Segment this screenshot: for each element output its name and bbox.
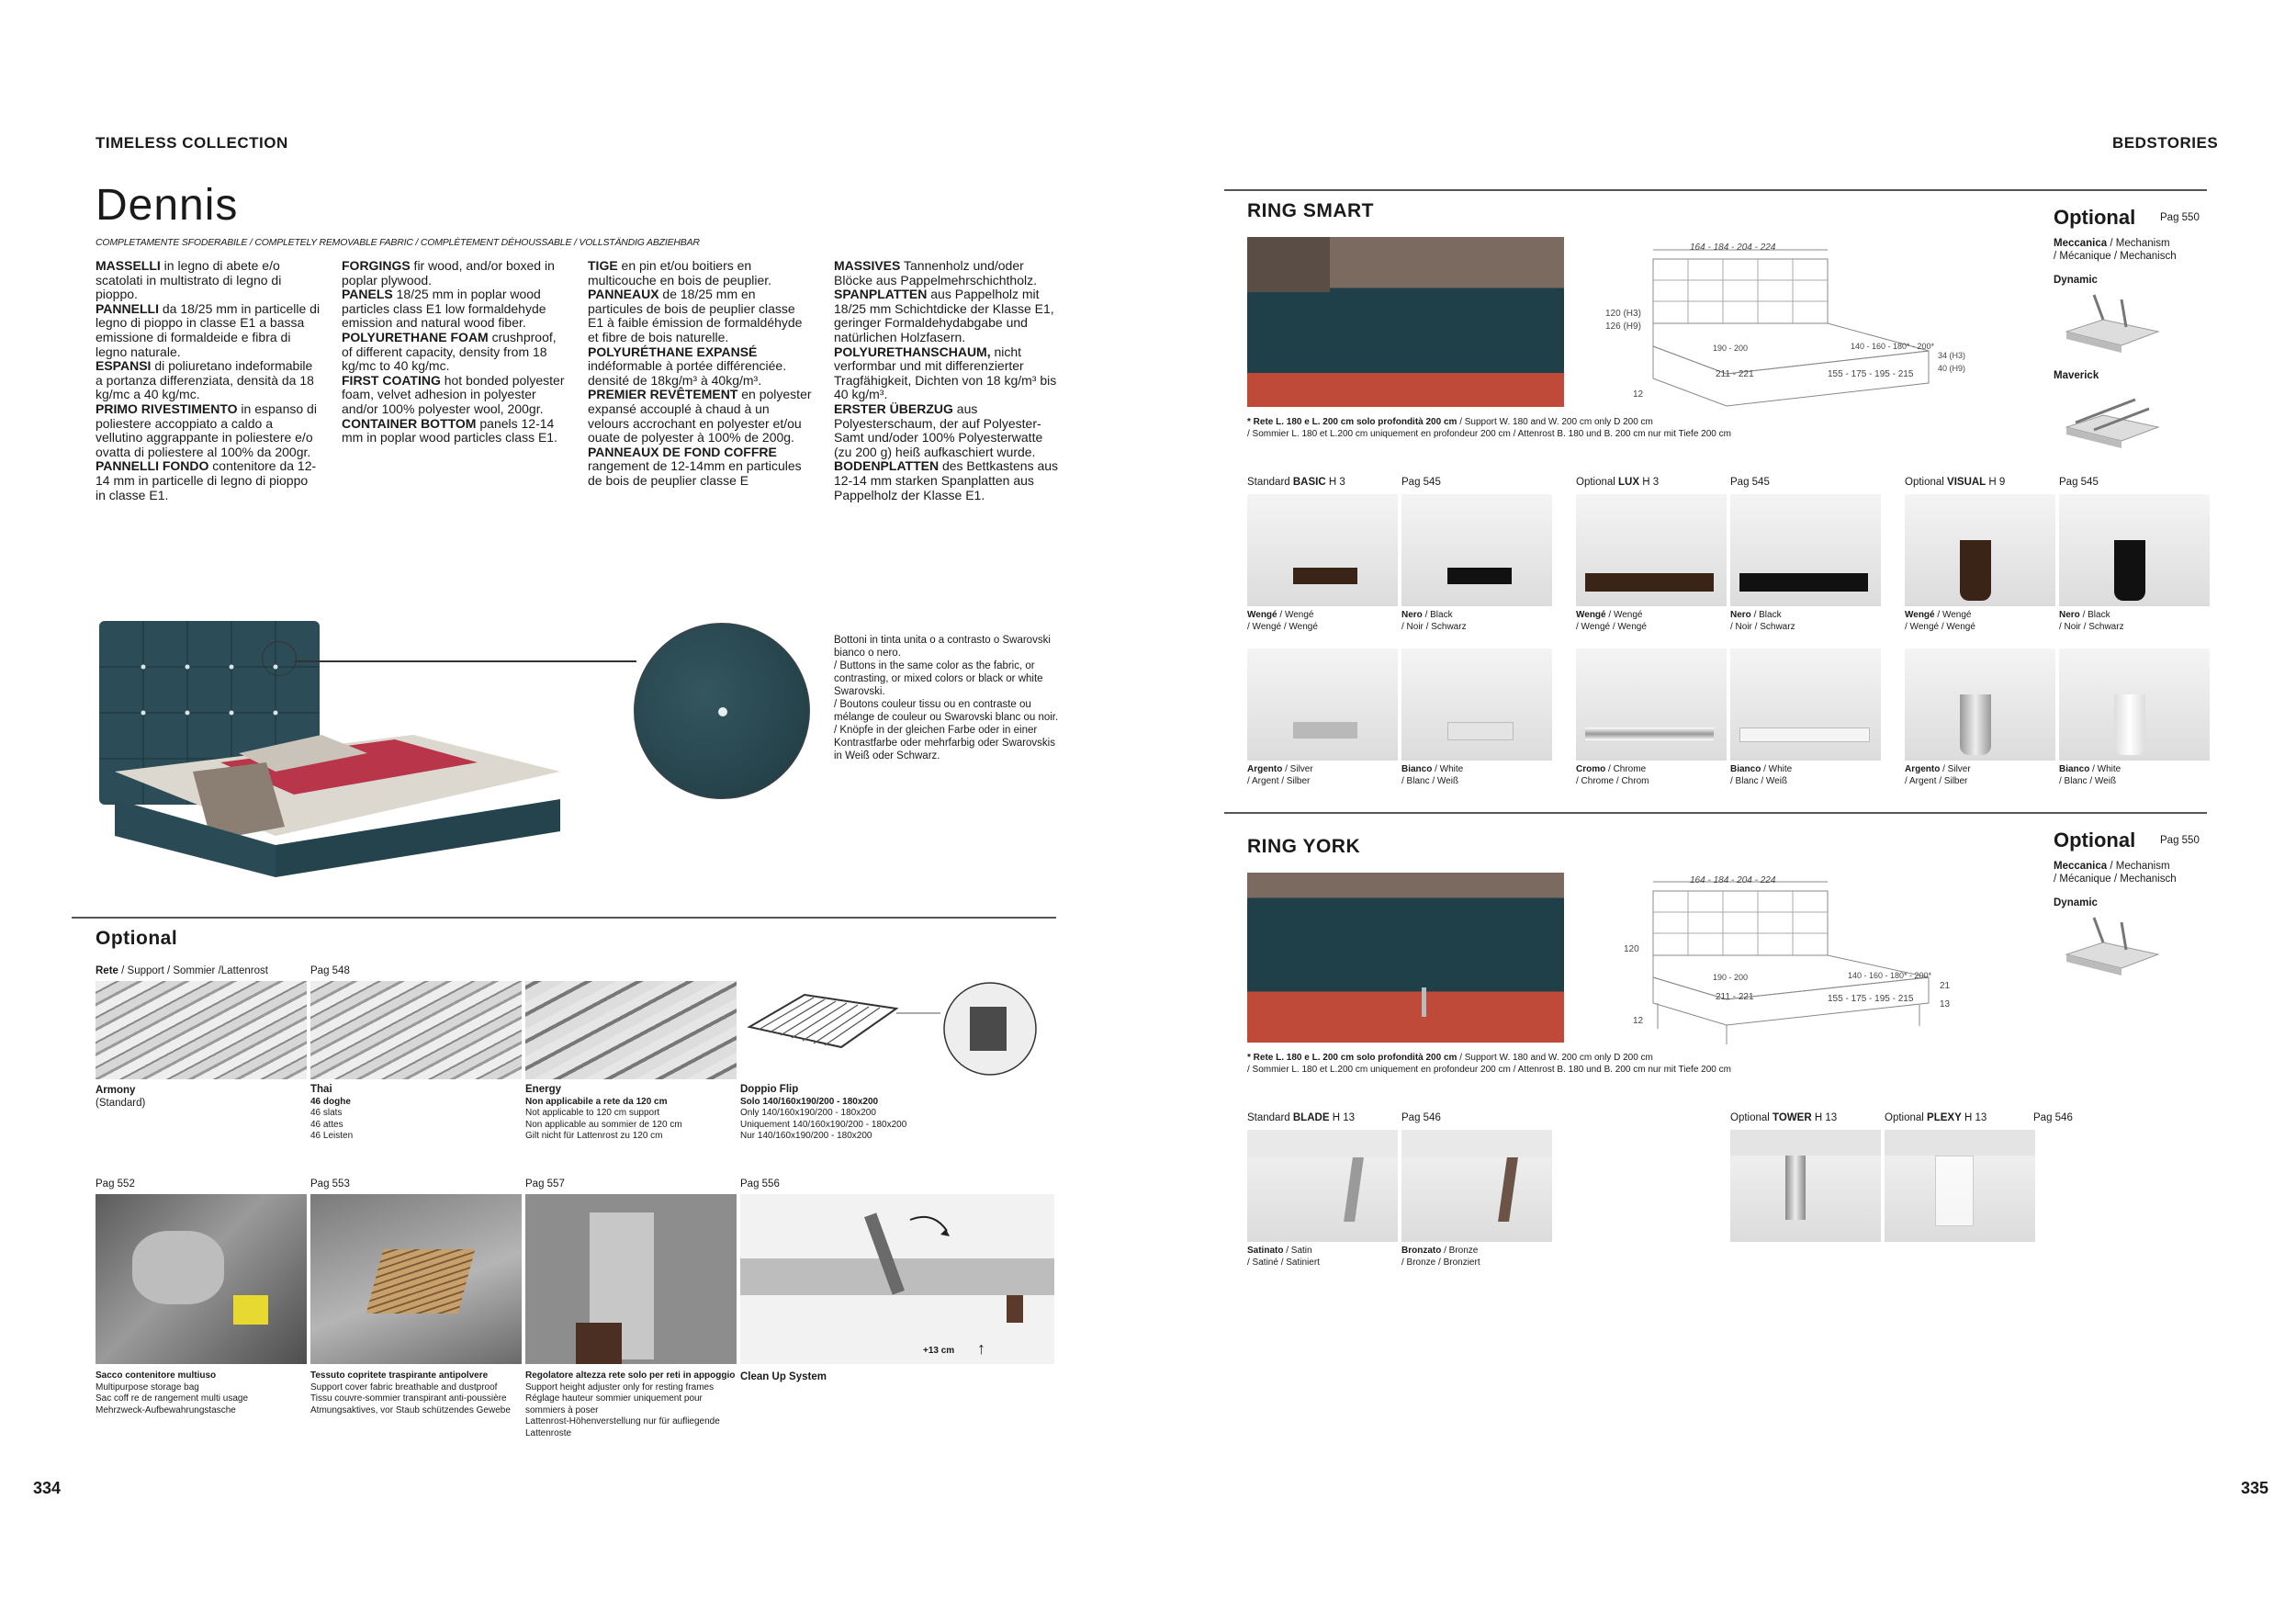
basic-silver-foot-image [1247, 648, 1398, 761]
description-text: hot bonded polyester foam, velvet adhesion in polyester and/or 100% polyester wool, 200gr. [342, 372, 565, 416]
lux-chrome-foot-image [1576, 648, 1727, 761]
thai-slats-image [310, 981, 522, 1079]
ring-smart-title: RING SMART [1247, 200, 1374, 221]
description-paragraph [96, 402, 321, 459]
description-keyword: PANNEAUX DE FOND COFFRE [588, 444, 777, 459]
clean-up-caption: Clean Up System [740, 1371, 827, 1382]
zoom-leader-line [295, 660, 636, 662]
description-keyword: ESPANSI [96, 358, 152, 374]
description-keyword: POLYURETHANSCHAUM, [834, 344, 991, 359]
rete-label: Rete / Support / Sommier /Lattenrost [96, 965, 268, 976]
storage-bag-caption: Sacco contenitore multiuso Multipurpose storage bag Sac coff re de rangement multi usage Mehrzweck-Aufbewahrungstasche [96, 1370, 249, 1415]
collection-header: TIMELESS COLLECTION [96, 134, 288, 152]
finish-caption: Nero / Black / Noir / Schwarz [1730, 610, 1795, 632]
dim-g: 12 [1633, 1016, 1644, 1026]
ring-york-note: * Rete L. 180 e L. 200 cm solo profondità 200 cm / Support W. 180 and W. 200 cm only D 200 cm / Sommier L. 180 et L.200 cm uniquement en profondeur 200 cm / Attenrost B. 180 und B. 200 cm nur mit Tiefe 200 cm [1247, 1053, 1731, 1075]
doppio-flip-caption: Doppio Flip Solo 140/160x190/200 - 180x200 Only 140/160x190/200 - 180x200 Uniquement 140/160x190/200 - 180x200 Nur 140/160x190/200 - 180x200 [740, 1084, 907, 1141]
foot-basic-pag: Pag 545 [1401, 477, 1441, 488]
dim-d2: 211 - 221 [1716, 992, 1754, 1002]
description-paragraph [96, 359, 321, 402]
dim-h1: 120 [1624, 944, 1639, 954]
finish-caption: Argento / Silver / Argent / Silber [1905, 764, 1971, 786]
dim-d1: 190 - 200 [1713, 344, 1749, 353]
description-paragraph [834, 288, 1059, 344]
finish-caption: Bronzato / Bronze / Bronze / Bronziert [1401, 1246, 1480, 1268]
description-text: en pin et/ou boitiers en multicouche en bois de peuplier. [588, 258, 772, 288]
description-english [342, 259, 567, 445]
description-text: aus Polyesterschaum, der auf Polyester-Samt und/oder 100% Polyesterwatte (zu 200 g) heiß aufkaschiert wurde. [834, 400, 1043, 459]
description-paragraph [588, 345, 813, 389]
dim-d1: 190 - 200 [1713, 973, 1749, 982]
foot-visual-label: Optional VISUAL H 9 [1905, 477, 2006, 488]
dust-cover-image [310, 1194, 522, 1364]
description-paragraph [834, 259, 1059, 288]
dennis-bed-photo [92, 615, 569, 882]
energy-slats-image [525, 981, 737, 1079]
dim-f2: 40 (H9) [1938, 364, 1966, 373]
description-paragraph [342, 288, 567, 331]
basic-black-foot-image [1401, 494, 1552, 606]
maverick-mechanism-image [2057, 386, 2166, 450]
accessory-page-ref: Pag 553 [310, 1179, 350, 1190]
button-note: Bottoni in tinta unita o a contrasto o Swarovski bianco o nero. / Buttons in the same color as the fabric, or contrasting, or mixed colors or black or white Swarovski. / Boutons couleur tissu ou en contraste ou mélange de couleur ou Swarovski blanc ou noir. / Knöpfe in der gleichen Farbe oder in einer Kontrastfarbe oder mehrfarbig oder Swarovskis in Weiß oder Schwarz. [834, 635, 1059, 761]
finish-caption: Bianco / White / Blanc / Weiß [1401, 764, 1464, 786]
tower-foot-image [1730, 1130, 1881, 1242]
description-keyword: FORGINGS [342, 258, 411, 273]
arrow-up-icon: ↑ [977, 1339, 985, 1358]
description-paragraph [588, 445, 813, 489]
description-text: nicht verformbar und mit differenzierter Tragfähigkeit, Dichten von 18 kg/m³ bis 40 kg/m³. [834, 344, 1057, 402]
basic-white-foot-image [1401, 648, 1552, 761]
energy-caption: Energy Non applicabile a rete da 120 cm Not applicable to 120 cm support Non applicable au sommier de 120 cm Gilt nicht für Lattenrost zu 120 cm [525, 1084, 682, 1141]
section-divider [72, 917, 1056, 919]
finish-caption: Bianco / White / Blanc / Weiß [2059, 764, 2122, 786]
description-keyword: PREMIER REVÊTEMENT [588, 387, 738, 402]
doppio-flip-image [740, 981, 1054, 1079]
dynamic-mechanism-image [2057, 913, 2166, 977]
finish-caption: Wengé / Wengé / Wengé / Wengé [1247, 610, 1318, 632]
description-paragraph [588, 259, 813, 288]
finish-caption: Cromo / Chrome / Chrome / Chrom [1576, 764, 1649, 786]
page-subtitle: COMPLETAMENTE SFODERABILE / COMPLETELY REMOVABLE FABRIC / COMPLÈTEMENT DÉHOUSSABLE / VOLLSTÄNDIG ABZIEHBAR [96, 237, 700, 248]
foot-tower-label: Optional TOWER H 13 [1730, 1112, 1838, 1123]
description-keyword: CONTAINER BOTTOM [342, 415, 477, 431]
foot-basic-label: Standard BASIC H 3 [1247, 477, 1345, 488]
armony-slats-image [96, 981, 307, 1079]
description-text: crushproof, of different capacity, density from 18 kg/mc to 40 kg/mc. [342, 329, 557, 374]
description-keyword: PANNELLI [96, 300, 159, 316]
description-text: en polyester expansé accouplé à chaud à un velours accrochant en polyester et/ou ouate de polyester à 100% de 200g. [588, 387, 812, 445]
lux-wenge-foot-image [1576, 494, 1727, 606]
description-text: rangement de 12-14mm en particules de bois de peuplier classe E [588, 458, 802, 488]
finish-caption: Argento / Silver / Argent / Silber [1247, 764, 1313, 786]
description-paragraph [342, 374, 567, 417]
foot-plexy-label: Optional PLEXY H 13 [1885, 1112, 1987, 1123]
description-paragraph [834, 345, 1059, 402]
page-title: Dennis [96, 181, 239, 230]
description-text: des Bettkastens aus 12-14 mm starken Spanplatten aus Pappelholz der Klasse E1. [834, 458, 1059, 502]
description-text: in legno di abete e/o scatolati in multistrato di legno di pioppo. [96, 258, 282, 302]
clean-up-system-image [740, 1194, 1054, 1364]
ring-smart-mechanism: Meccanica / Mechanism / Mécanique / Mechanisch [2054, 238, 2177, 262]
visual-wenge-foot-image [1905, 494, 2055, 606]
description-keyword: FIRST COATING [342, 372, 441, 388]
button-detail-marker [262, 641, 297, 676]
description-paragraph [834, 402, 1059, 459]
button-closeup-circle [634, 623, 810, 799]
foot-plexy-pag: Pag 546 [2033, 1112, 2073, 1123]
dim-d2: 211 - 221 [1716, 369, 1754, 379]
description-keyword: POLYURETHANE FOAM [342, 329, 489, 344]
foot-blade-pag: Pag 546 [1401, 1112, 1441, 1123]
dynamic-label: Dynamic [2054, 275, 2098, 286]
finish-caption: Satinato / Satin / Satiné / Satiniert [1247, 1246, 1320, 1268]
page-number-right: 335 [2241, 1479, 2269, 1497]
description-italian [96, 259, 321, 502]
dim-f2: 13 [1940, 999, 1951, 1009]
description-keyword: PRIMO RIVESTIMENTO [96, 400, 238, 416]
description-keyword: MASSIVES [834, 258, 901, 273]
lux-black-foot-image [1730, 494, 1881, 606]
visual-white-foot-image [2059, 648, 2210, 761]
description-text: da 18/25 mm in particelle di legno di pioppo in classe E1 a bassa emissione di formaldeide e fibra di legno naturale. [96, 300, 321, 359]
optional-title: Optional [96, 928, 178, 949]
description-keyword: PANNEAUX [588, 287, 659, 302]
ring-york-title: RING YORK [1247, 836, 1361, 857]
accessory-page-ref: Pag 557 [525, 1179, 565, 1190]
ring-smart-photo [1247, 237, 1564, 407]
dim-top: 164 - 184 - 204 - 224 [1690, 242, 1776, 253]
brand-header: BEDSTORIES [2112, 134, 2219, 152]
description-paragraph [96, 302, 321, 359]
blade-satin-foot-image [1247, 1130, 1398, 1242]
ring-york-optional-pag: Pag 550 [2160, 835, 2200, 846]
finish-caption: Bianco / White / Blanc / Weiß [1730, 764, 1793, 786]
description-text: contenitore da 12-14 mm in particelle di legno di pioppo in classe E1. [96, 458, 317, 502]
ring-smart-dimension-drawing [1598, 241, 2011, 415]
visual-silver-foot-image [1905, 648, 2055, 761]
section-divider [1224, 189, 2207, 191]
description-paragraph [96, 459, 321, 502]
page-number-left: 334 [33, 1479, 62, 1497]
dim-g: 12 [1633, 389, 1644, 400]
description-keyword: SPANPLATTEN [834, 287, 928, 302]
description-paragraph [588, 288, 813, 344]
foot-blade-label: Standard BLADE H 13 [1247, 1112, 1355, 1123]
blade-bronze-foot-image [1401, 1130, 1552, 1242]
description-paragraph [96, 259, 321, 302]
clean-up-label: +13 cm [923, 1346, 955, 1356]
description-keyword: MASSELLI [96, 258, 161, 273]
description-german [834, 259, 1059, 502]
accessory-page-ref: Pag 552 [96, 1179, 135, 1190]
visual-black-foot-image [2059, 494, 2210, 606]
foot-lux-pag: Pag 545 [1730, 477, 1770, 488]
dim-h2: 126 (H9) [1605, 321, 1641, 332]
description-paragraph [342, 331, 567, 374]
plexy-foot-image [1885, 1130, 2035, 1242]
maverick-label: Maverick [2054, 370, 2099, 381]
height-adjuster-image [525, 1194, 737, 1364]
description-keyword: PANNELLI FONDO [96, 458, 209, 474]
dynamic-label: Dynamic [2054, 897, 2098, 908]
ring-york-optional-title: Optional [2054, 829, 2136, 851]
finish-caption: Wengé / Wengé / Wengé / Wengé [1576, 610, 1647, 632]
ring-smart-note: * Rete L. 180 e L. 200 cm solo profondità 200 cm / Support W. 180 and W. 200 cm only D 200 cm / Sommier L. 180 et L.200 cm uniquement en profondeur 200 cm / Attenrost B. 180 und B. 200 cm nur mit Tiefe 200 cm [1247, 417, 1731, 439]
lux-white-foot-image [1730, 648, 1881, 761]
dim-top: 164 - 184 - 204 - 224 [1690, 875, 1776, 885]
description-text: fir wood, and/or boxed in poplar plywood. [342, 258, 555, 288]
dim-w1: 140 - 160 - 180* - 200* [1851, 342, 1935, 351]
description-keyword: POLYURÉTHANE EXPANSÉ [588, 344, 758, 359]
dust-cover-caption: Tessuto copritete traspirante antipolvere Support cover fabric breathable and dustproof Tissu couvre-sommier transpirant anti-poussière Atmungsaktives, vor Staub schützendes Gewebe [310, 1370, 511, 1415]
description-text: in espanso di poliestere accoppiato a caldo a vellutino aggrappante in poliestere e/o ovatta di poliestere al 100% da 200gr. [96, 400, 317, 459]
section-divider [1224, 812, 2207, 814]
rete-page-ref: Pag 548 [310, 965, 350, 976]
description-keyword: ERSTER ÜBERZUG [834, 400, 953, 416]
description-text: di poliuretano indeformabile a portanza differenziata, densità da 18 kg/mc a 40 kg/mc. [96, 358, 314, 402]
height-adjuster-caption: Regolatore altezza rete solo per reti in appoggio Support height adjuster only for resting frames Réglage hauteur sommier uniquement pour sommiers à poser Lattenrost-Höhenverstellung nur für aufliegende Lattenroste [525, 1370, 736, 1438]
ring-york-dimension-drawing [1598, 874, 2011, 1049]
description-french [588, 259, 813, 489]
finish-caption: Nero / Black / Noir / Schwarz [1401, 610, 1467, 632]
dim-w1: 140 - 160 - 180* - 200* [1848, 971, 1932, 980]
dynamic-mechanism-image [2057, 290, 2166, 355]
description-keyword: BODENPLATTEN [834, 458, 940, 474]
description-paragraph [588, 388, 813, 445]
description-keyword: TIGE [588, 258, 618, 273]
description-paragraph [834, 459, 1059, 502]
ring-smart-optional-title: Optional [2054, 206, 2136, 229]
dim-h1: 120 (H3) [1605, 309, 1641, 319]
accessory-page-ref: Pag 556 [740, 1179, 780, 1190]
storage-bag-image [96, 1194, 307, 1364]
ring-smart-optional-pag: Pag 550 [2160, 212, 2200, 223]
description-text: Tannenholz und/oder Blöcke aus Pappelmehrschichtholz. [834, 258, 1038, 288]
description-text: de 18/25 mm en particules de bois de peuplier classe E1 à faible émission de formaldéhyde et fibre de bois naturelle. [588, 287, 803, 344]
dim-w2: 155 - 175 - 195 - 215 [1828, 369, 1914, 379]
finish-caption: Wengé / Wengé / Wengé / Wengé [1905, 610, 1975, 632]
foot-visual-pag: Pag 545 [2059, 477, 2099, 488]
foot-lux-label: Optional LUX H 3 [1576, 477, 1660, 488]
ring-york-mechanism: Meccanica / Mechanism / Mécanique / Mechanisch [2054, 861, 2177, 885]
description-paragraph [342, 417, 567, 445]
description-text: aus Pappelholz mit 18/25 mm Schichtdicke der Klasse E1, geringer Formaldehydabgabe und natürlichen Holzfasern. [834, 287, 1054, 344]
thai-caption: Thai 46 doghe 46 slats 46 attes 46 Leisten [310, 1084, 354, 1141]
finish-caption: Nero / Black / Noir / Schwarz [2059, 610, 2124, 632]
description-text: indéformable à portée différenciée. densité de 18kg/m³ à 40kg/m³. [588, 358, 787, 388]
ring-york-photo [1247, 873, 1564, 1043]
description-text: 18/25 mm in poplar wood particles class E1 low formaldehyde emission and natural wood fiber. [342, 287, 546, 331]
dim-f1: 34 (H3) [1938, 351, 1966, 360]
description-text: panels 12-14 mm in poplar wood particles class E1. [342, 415, 557, 445]
dim-f1: 21 [1940, 981, 1951, 991]
description-paragraph [342, 259, 567, 288]
armony-caption: Armony (Standard) [96, 1085, 146, 1109]
dim-w2: 155 - 175 - 195 - 215 [1828, 994, 1914, 1004]
description-keyword: PANELS [342, 287, 393, 302]
basic-wenge-foot-image [1247, 494, 1398, 606]
